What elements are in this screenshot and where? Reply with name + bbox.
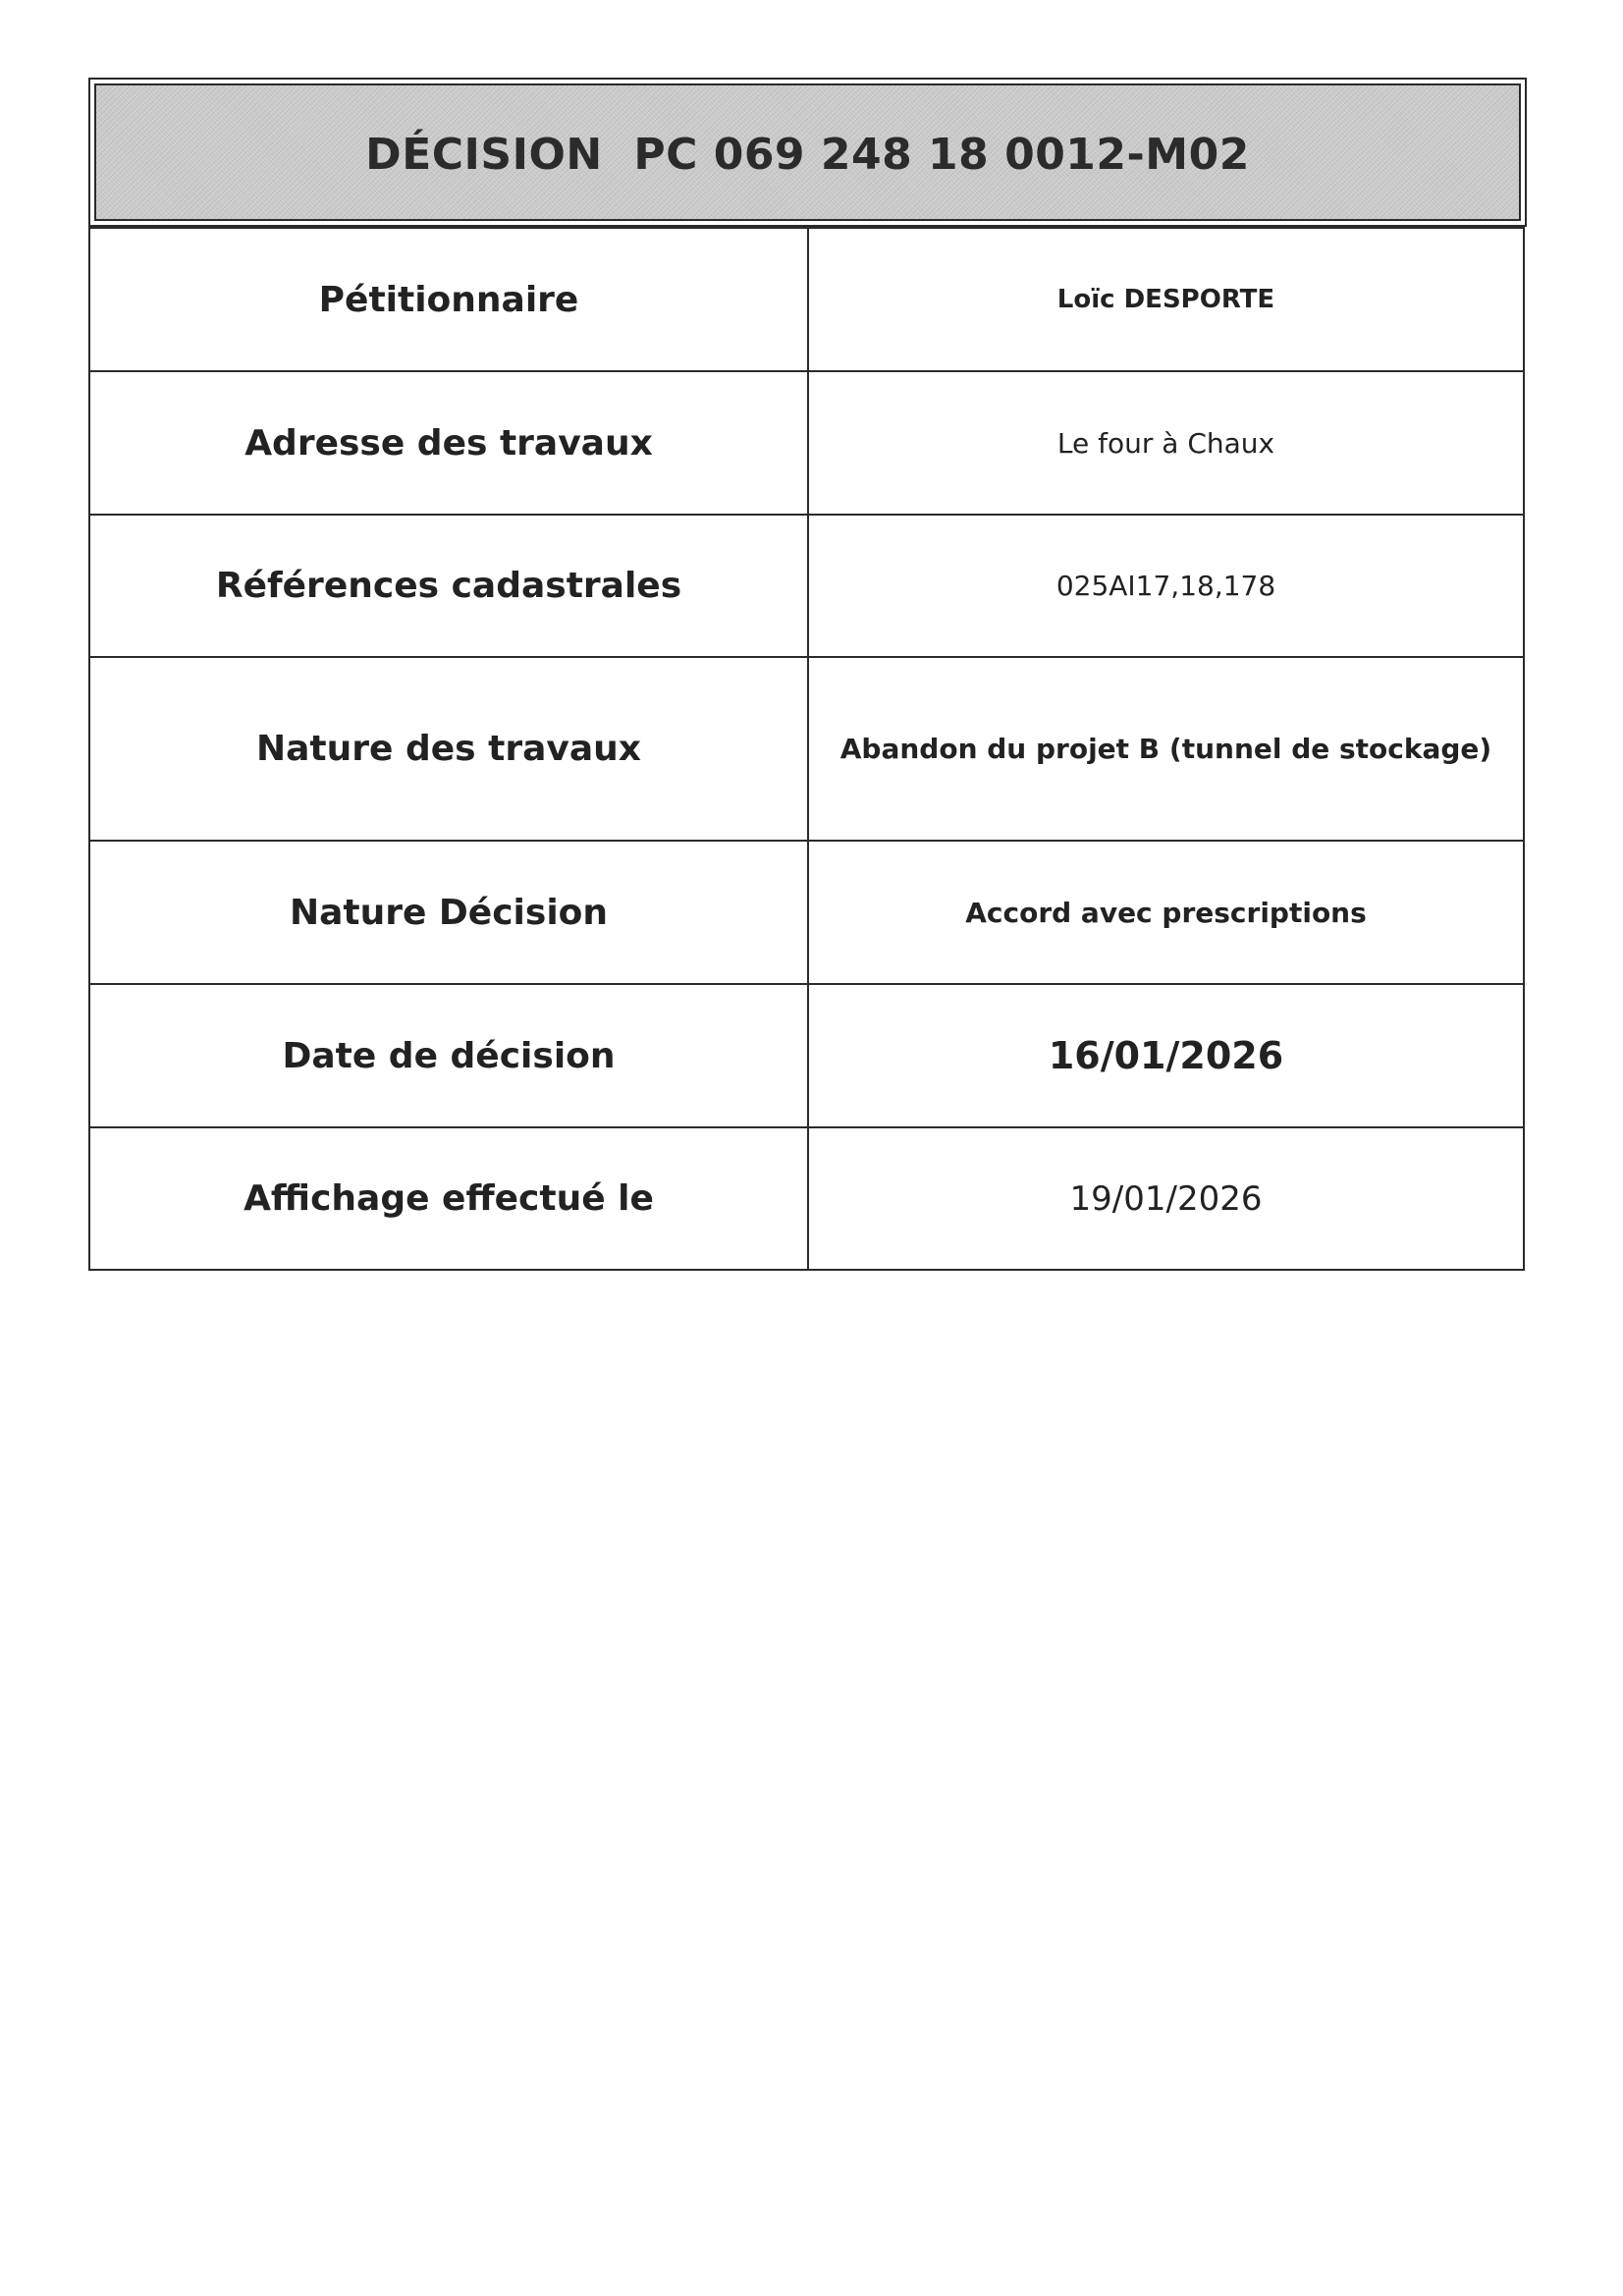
- row-value: 19/01/2026: [808, 1127, 1524, 1270]
- row-label: Nature Décision: [89, 841, 808, 984]
- decision-info-table: [88, 227, 1525, 1271]
- decision-title-box: [88, 78, 1527, 227]
- table-row-affichage: [89, 1127, 1524, 1270]
- table-row-petitionnaire: [89, 228, 1524, 371]
- decision-title: DÉCISION PC 069 248 18 0012-M02: [365, 129, 1250, 180]
- table-row-date-decision: [89, 984, 1524, 1127]
- table-row-references: [89, 515, 1524, 657]
- row-value: 025AI17,18,178: [808, 515, 1524, 657]
- table-row-adresse: [89, 371, 1524, 515]
- row-label: Références cadastrales: [89, 515, 808, 657]
- row-value: 16/01/2026: [808, 984, 1524, 1127]
- table-row-nature-decision: [89, 841, 1524, 984]
- row-label: Date de décision: [89, 984, 808, 1127]
- decision-title-banner: [94, 83, 1521, 221]
- row-value: Le four à Chaux: [808, 371, 1524, 515]
- row-label: Affichage effectué le: [89, 1127, 808, 1270]
- table-row-nature-travaux: [89, 657, 1524, 841]
- row-value: Loïc DESPORTE: [808, 228, 1524, 371]
- row-label: Pétitionnaire: [89, 228, 808, 371]
- row-value: Accord avec prescriptions: [808, 841, 1524, 984]
- row-label: Nature des travaux: [89, 657, 808, 841]
- row-label: Adresse des travaux: [89, 371, 808, 515]
- row-value: Abandon du projet B (tunnel de stockage): [808, 657, 1524, 841]
